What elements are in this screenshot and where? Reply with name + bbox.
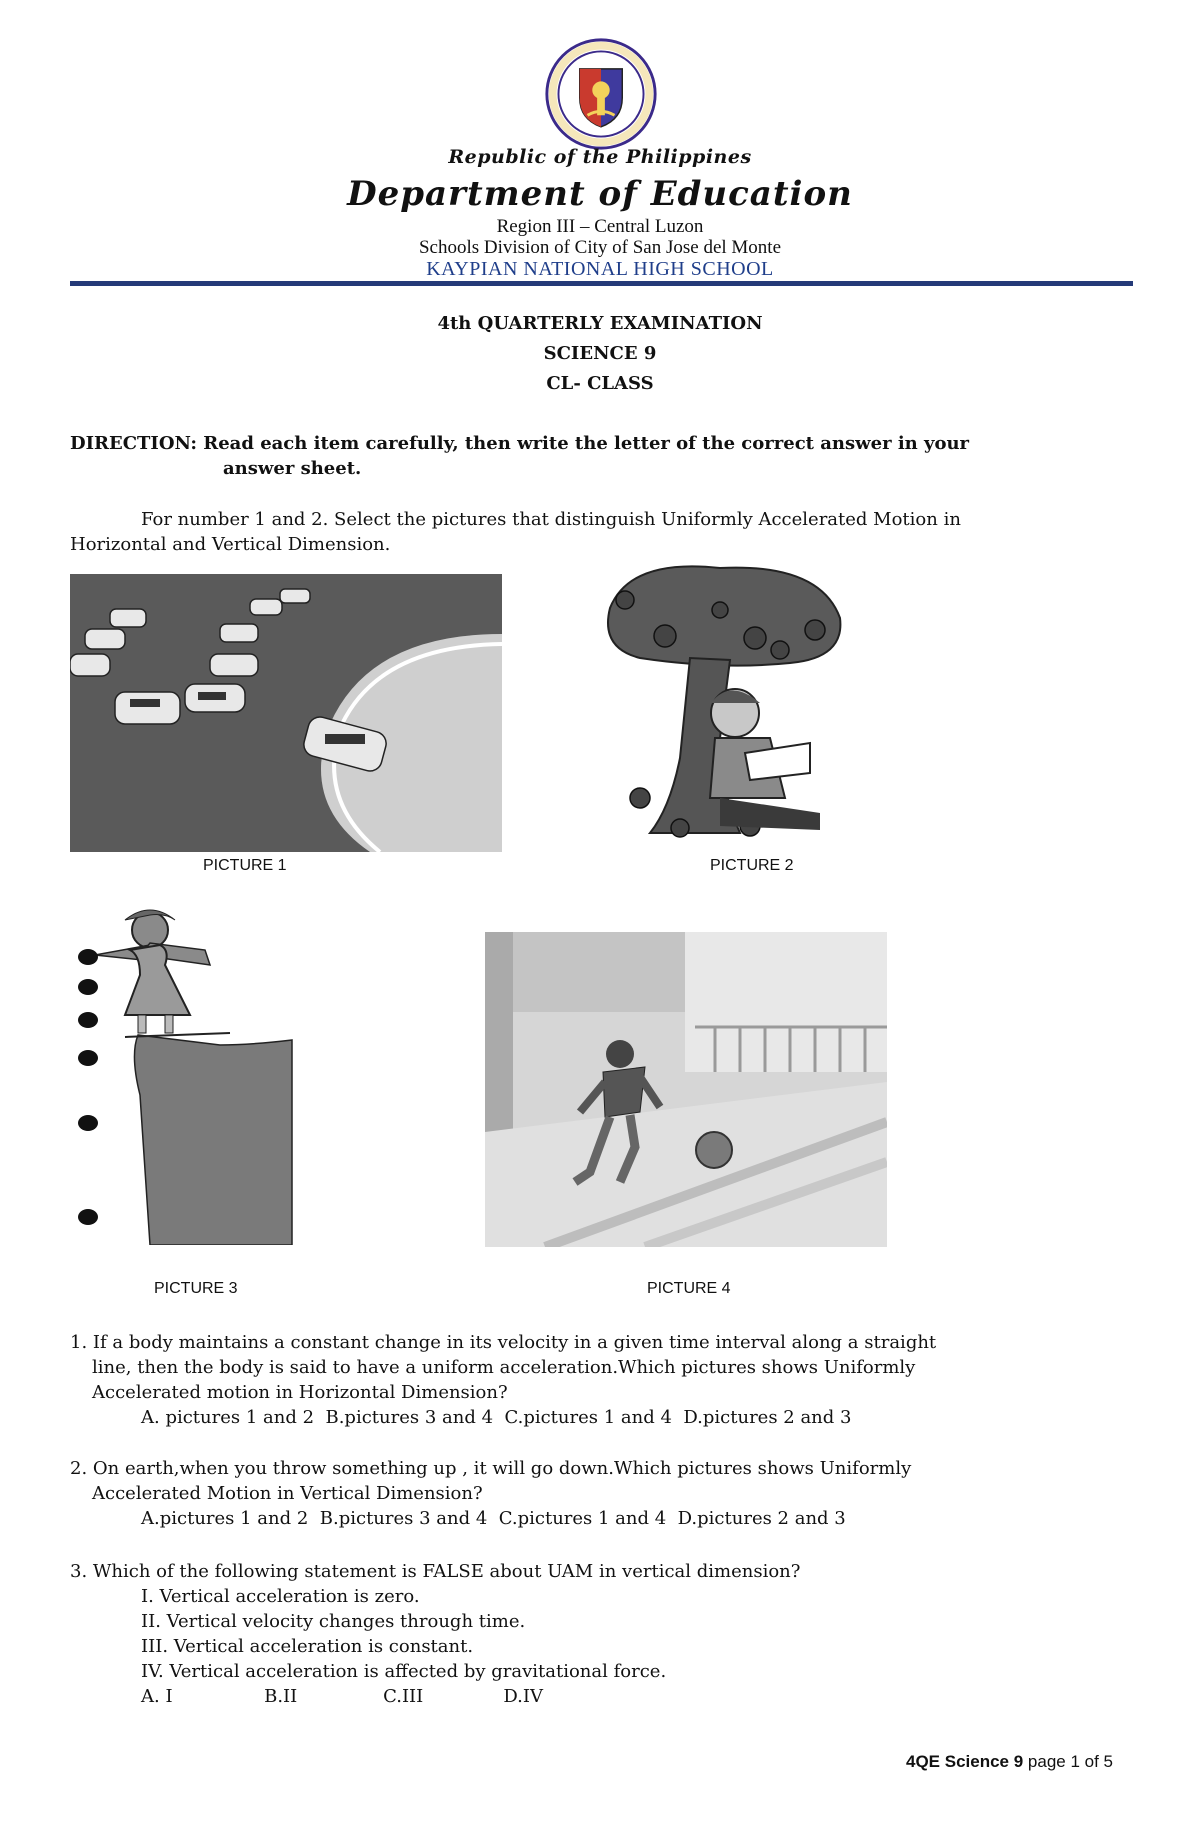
direction-block: [70, 431, 1140, 481]
deped-seal-logo: [543, 36, 659, 152]
footer-doc-code: 4QE Science 9: [906, 1752, 1024, 1771]
question-3-statement-3: III. Vertical acceleration is constant.: [141, 1636, 474, 1657]
question-1-line-3: Accelerated motion in Horizontal Dimension?: [92, 1382, 508, 1403]
race-cars-image: [70, 574, 502, 852]
question-3: [70, 1559, 1150, 1709]
exam-title: 4th QUARTERLY EXAMINATION: [437, 313, 763, 334]
picture-2-label: PICTURE 2: [710, 857, 794, 874]
question-1-line-2: line, then the body is said to have a uniform acceleration.Which pictures shows Uniformly: [92, 1357, 916, 1378]
picture-4-label: PICTURE 4: [647, 1280, 731, 1297]
intro-line-1: For number 1 and 2. Select the pictures that distinguish Uniformly Accelerated Motion in: [141, 509, 961, 530]
footer-page-number: page 1 of 5: [1023, 1752, 1113, 1771]
picture-3-label: PICTURE 3: [154, 1280, 238, 1297]
direction-text: Read each item carefully, then write the letter of the correct answer in your: [203, 433, 970, 454]
question-1: [70, 1330, 1150, 1430]
question-2-options: A.pictures 1 and 2 B.pictures 3 and 4 C.pictures 1 and 4 D.pictures 2 and 3: [141, 1508, 846, 1529]
division-line: Schools Division of City of San Jose del Monte: [418, 237, 782, 258]
boy-bowling-image: [485, 932, 887, 1247]
header-divider: [70, 281, 1133, 286]
picture-1-label: PICTURE 1: [203, 857, 287, 874]
question-3-line-1: 3. Which of the following statement is FALSE about UAM in vertical dimension?: [70, 1561, 801, 1582]
question-3-statement-1: I. Vertical acceleration is zero.: [141, 1586, 420, 1607]
question-2-line-2: Accelerated Motion in Vertical Dimension?: [92, 1483, 483, 1504]
exam-class: CL- CLASS: [546, 373, 654, 394]
girl-dropping-ball-from-cliff-image: [70, 905, 300, 1245]
exam-subject: SCIENCE 9: [543, 343, 657, 364]
page-footer: [906, 1752, 1113, 1772]
question-3-options: A. I B.II C.III D.IV: [141, 1686, 544, 1707]
region-line: Region III – Central Luzon: [496, 216, 704, 237]
question-3-statement-4: IV. Vertical acceleration is affected by gravitational force.: [141, 1661, 667, 1682]
direction-label: DIRECTION:: [70, 433, 197, 454]
school-name: KAYPIAN NATIONAL HIGH SCHOOL: [426, 258, 774, 280]
direction-text-cont: answer sheet.: [223, 458, 362, 479]
republic-line: Republic of the Philippines: [448, 146, 752, 168]
question-3-statement-2: II. Vertical velocity changes through time.: [141, 1611, 526, 1632]
intro-line-2: Horizontal and Vertical Dimension.: [70, 534, 391, 555]
department-name: Department of Education: [347, 174, 853, 214]
question-1-options: A. pictures 1 and 2 B.pictures 3 and 4 C.pictures 1 and 4 D.pictures 2 and 3: [141, 1407, 852, 1428]
question-2-line-1: 2. On earth,when you throw something up , it will go down.Which pictures shows Uniformly: [70, 1458, 912, 1479]
question-1-line-1: 1. If a body maintains a constant change in its velocity in a given time interval along a straight: [70, 1332, 937, 1353]
intro-paragraph: [70, 507, 1150, 557]
question-2: [70, 1456, 1150, 1531]
boy-under-apple-tree-image: [570, 558, 898, 850]
